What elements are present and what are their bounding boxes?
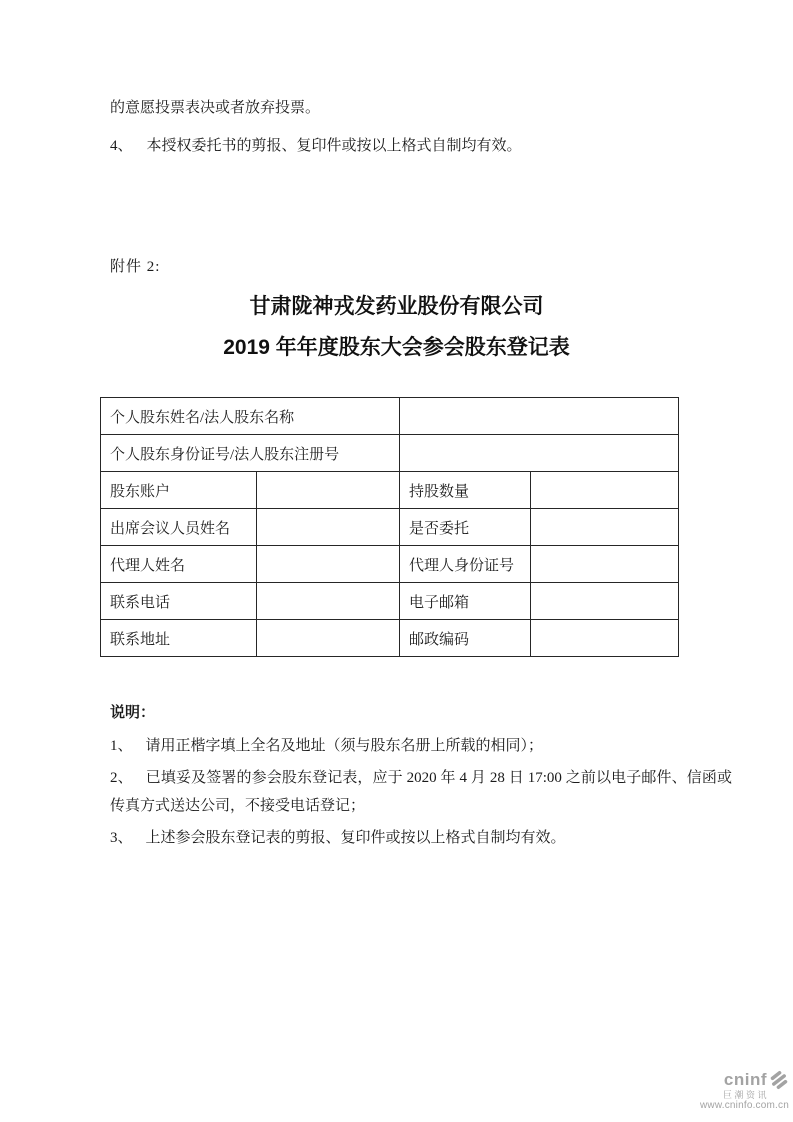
form-field-label: 股东账户	[101, 472, 257, 509]
form-field-label: 出席会议人员姓名	[101, 509, 257, 546]
note-item-1	[110, 732, 732, 760]
intro-item-4	[110, 136, 522, 156]
table-row-shareholder-id	[101, 435, 679, 472]
swirl-icon	[769, 1070, 789, 1090]
note-item-2-text: 已填妥及签署的参会股东登记表，应于 2020 年 4 月 28 日 17:00 之前以电子邮件、信函或传真方式送达公司，不接受电话登记；	[110, 770, 732, 814]
form-field-value	[400, 398, 679, 435]
intro-carryover-line: 的意愿投票表决或者放弃投票。	[110, 100, 321, 116]
table-row-shareholder-name	[101, 398, 679, 435]
form-field-value	[531, 620, 679, 657]
table-row-address-zip	[101, 620, 679, 657]
attachment-label: 附件 2:	[110, 259, 161, 275]
company-title: 甘肃陇神戎发药业股份有限公司	[249, 295, 544, 318]
table-row-attendee-proxy	[101, 509, 679, 546]
form-field-value	[257, 472, 400, 509]
intro-item-4-text: 本授权委托书的剪报、复印件或按以上格式自制均有效。	[146, 138, 522, 154]
note-item-2-number: 2、	[110, 770, 133, 786]
cninfo-logo-row	[639, 1070, 789, 1090]
form-field-value	[257, 583, 400, 620]
form-field-label: 代理人身份证号	[400, 546, 531, 583]
cninfo-logo	[639, 1070, 789, 1112]
form-field-value	[257, 620, 400, 657]
form-field-label: 邮政编码	[400, 620, 531, 657]
cninfo-logo-word: cninf	[723, 1070, 767, 1090]
note-item-3-number: 3、	[110, 830, 133, 846]
form-title: 2019 年年度股东大会参会股东登记表	[223, 336, 570, 359]
form-field-label: 个人股东姓名/法人股东名称	[101, 398, 400, 435]
form-field-label: 联系地址	[101, 620, 257, 657]
form-field-value	[257, 509, 400, 546]
notes-heading: 说明：	[110, 704, 156, 721]
cninfo-logo-url: www.cninfo.com.cn	[700, 1100, 789, 1112]
form-field-label: 持股数量	[400, 472, 531, 509]
form-field-label: 电子邮箱	[400, 583, 531, 620]
table-row-agent-name-id	[101, 546, 679, 583]
note-item-3	[110, 824, 732, 852]
form-field-value	[531, 509, 679, 546]
form-field-value	[531, 472, 679, 509]
intro-item-4-number: 4、	[110, 138, 133, 154]
form-field-value	[531, 546, 679, 583]
registration-table	[100, 397, 679, 657]
table-row-phone-email	[101, 583, 679, 620]
form-field-value	[400, 435, 679, 472]
form-field-value	[531, 583, 679, 620]
table-row-account-shares	[101, 472, 679, 509]
form-field-label: 是否委托	[400, 509, 531, 546]
form-field-label: 代理人姓名	[101, 546, 257, 583]
form-field-label: 联系电话	[101, 583, 257, 620]
note-item-1-text: 请用正楷字填上全名及地址（须与股东名册上所载的相同）；	[145, 738, 544, 754]
form-field-label: 个人股东身份证号/法人股东注册号	[101, 435, 400, 472]
form-field-value	[257, 546, 400, 583]
note-item-2	[110, 764, 732, 820]
cninfo-logo-chinese: 巨潮资讯	[722, 1090, 769, 1100]
note-item-3-text: 上述参会股东登记表的剪报、复印件或按以上格式自制均有效。	[145, 830, 566, 846]
note-item-1-number: 1、	[110, 738, 133, 754]
